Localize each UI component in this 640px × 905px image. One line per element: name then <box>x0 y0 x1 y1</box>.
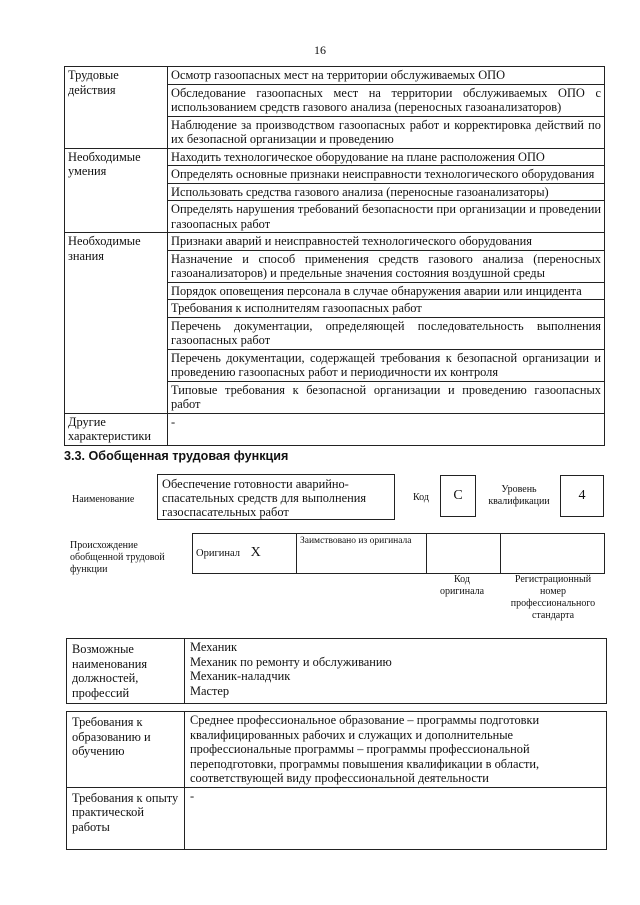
function-name-box <box>157 474 395 520</box>
group-label: Другие характеристики <box>65 413 168 445</box>
original-mark: X <box>250 544 261 560</box>
positions-label: Возможные наименования должностей, профессий <box>67 639 185 704</box>
code-box <box>440 475 476 517</box>
table-cell: Наблюдение за производством газоопасных работ и корректировка действий по их безопасной организации и проведению <box>168 116 605 148</box>
level-value: 4 <box>578 488 586 503</box>
table-row <box>67 639 607 704</box>
function-name: Обеспечение готовности аварийно-спасательных средств для выполнения газоспасательных работ <box>162 477 367 519</box>
labor-functions-table <box>64 66 605 446</box>
table-cell: Требования к исполнителям газоопасных работ <box>168 300 605 318</box>
group-label: Необходимые умения <box>65 148 168 233</box>
list-item: Механик <box>190 640 238 654</box>
code-value: С <box>453 488 463 503</box>
education-value: Среднее профессиональное образование – программы подготовки квалифицированных рабочих и служащих и дополнительные профессиональные программы – программы профессиональной переподготовки, программы повышения квалификации в области, соответствующей виду профессиональной деятельности <box>185 712 607 788</box>
positions-table <box>66 638 607 704</box>
table-row <box>65 148 605 166</box>
name-label: Наименование <box>72 494 135 505</box>
code-label: Код <box>413 492 429 503</box>
level-box <box>560 475 604 517</box>
table-row <box>193 534 605 574</box>
table-cell: Осмотр газоопасных мест на территории обслуживаемых ОПО <box>168 67 605 85</box>
borrowed-label: Заимствовано из оригинала <box>300 536 412 546</box>
origin-label: Происхождение обобщенной трудовой функции <box>70 540 165 575</box>
reg-number-cell <box>501 534 605 574</box>
section-title: 3.3. Обобщенная трудовая функция <box>64 449 289 463</box>
borrowed-cell <box>297 534 427 574</box>
experience-label: Требования к опыту практической работы <box>67 787 185 849</box>
origin-code-caption: Код оригинала <box>439 574 485 597</box>
table-cell: Перечень документации, определяющей последовательность выполнения газоопасных работ <box>168 317 605 349</box>
reg-number-caption: Регистрационный номер профессионального стандарта <box>510 574 596 621</box>
list-item: Механик по ремонту и обслуживанию <box>190 654 392 669</box>
table-cell: Обследование газоопасных мест на территории обслуживаемых ОПО с использованием средств газового анализа (переносных газоанализаторов) <box>168 84 605 116</box>
origin-code-cell <box>427 534 501 574</box>
table-row <box>67 712 607 788</box>
group-label: Необходимые знания <box>65 233 168 414</box>
requirements-table <box>66 711 607 850</box>
table-cell: Определять нарушения требований безопасности при организации и проведении газоопасных работ <box>168 201 605 233</box>
table-cell: Находить технологическое оборудование на плане расположения ОПО <box>168 148 605 166</box>
origin-table <box>192 533 605 574</box>
table-row <box>65 67 605 85</box>
positions-values <box>185 639 607 704</box>
table-cell: Определять основные признаки неисправности технологического оборудования <box>168 166 605 184</box>
list-item: Механик-наладчик <box>190 669 291 683</box>
education-label: Требования к образованию и обучению <box>67 712 185 788</box>
level-label: Уровень квалификации <box>488 484 550 507</box>
experience-value: - <box>185 787 607 849</box>
table-cell: Использовать средства газового анализа (переносные газоанализаторы) <box>168 183 605 201</box>
table-row <box>65 413 605 445</box>
table-cell: - <box>168 413 605 445</box>
table-cell: Порядок оповещения персонала в случае обнаружения аварии или инцидента <box>168 282 605 300</box>
original-cell <box>193 534 297 574</box>
list-item: Мастер <box>190 683 230 698</box>
page-number: 16 <box>314 43 326 57</box>
table-cell: Признаки аварий и неисправностей технологического оборудования <box>168 233 605 251</box>
table-cell: Перечень документации, содержащей требования к безопасной организации и проведению газоопасных работ и периодичности их контроля <box>168 349 605 381</box>
original-label: Оригинал <box>196 547 240 559</box>
table-row <box>65 233 605 251</box>
table-row <box>67 787 607 849</box>
table-cell: Типовые требования к безопасной организации и проведению газоопасных работ <box>168 381 605 413</box>
group-label: Трудовые действия <box>65 67 168 149</box>
table-cell: Назначение и способ применения средств газового анализа (переносных газоанализаторов) и предельные значения состояния воздушной среды <box>168 250 605 282</box>
